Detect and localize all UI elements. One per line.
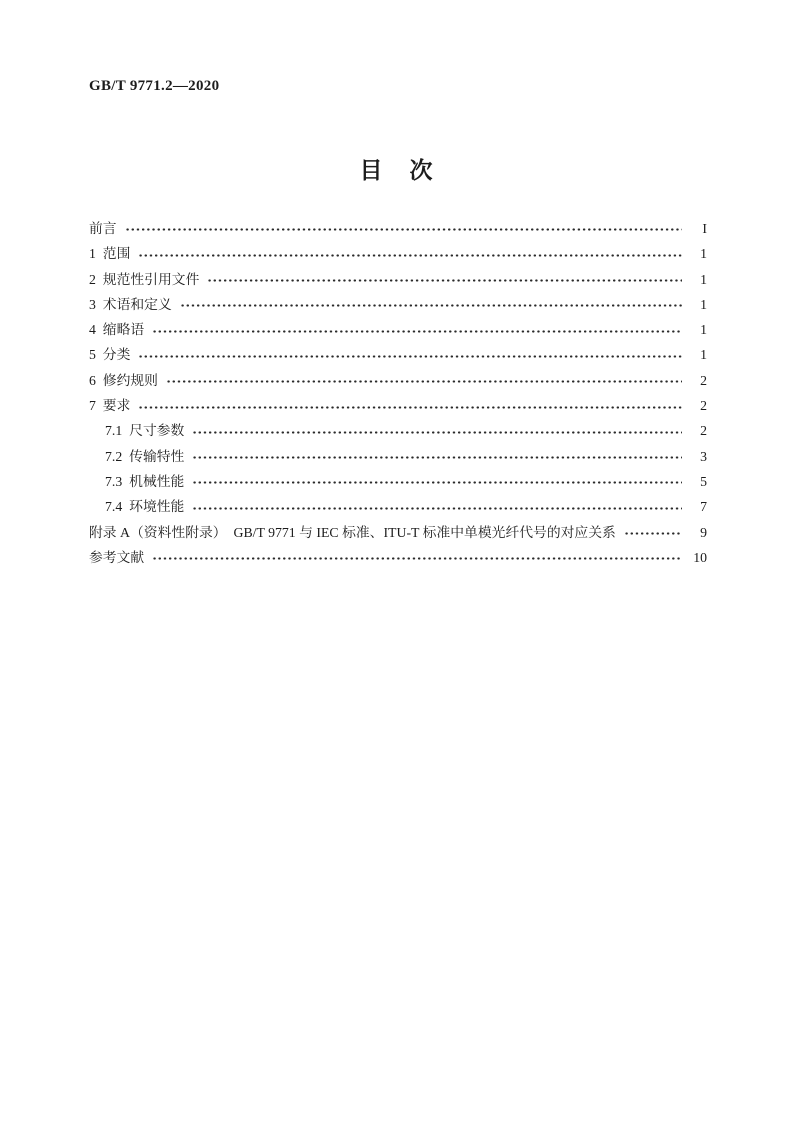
toc-entry-page: 1 xyxy=(700,246,707,262)
toc-entry-page: 1 xyxy=(700,296,707,312)
toc-entry-page: 9 xyxy=(700,524,707,540)
toc-entry-page: 1 xyxy=(700,271,707,287)
dot-leader xyxy=(138,393,682,418)
dot-leader xyxy=(192,469,682,494)
dot-leader xyxy=(125,216,682,241)
toc-entry xyxy=(89,545,707,570)
toc-entry xyxy=(89,317,707,342)
toc-entry-label: 前言 xyxy=(89,221,117,236)
dot-leader xyxy=(166,368,682,393)
dot-leader xyxy=(192,494,682,519)
dot-leader xyxy=(192,444,682,469)
toc-entry-label: 7.4 环境性能 xyxy=(105,499,185,515)
dot-leader xyxy=(138,342,682,367)
toc-entry-page: 2 xyxy=(700,423,707,439)
doc-number: GB/T 9771.2—2020 xyxy=(89,78,220,94)
toc-entry-page: 10 xyxy=(693,549,707,565)
toc-entry-label: 附录 A（资料性附录） GB/T 9771 与 IEC 标准、ITU-T 标准中单模光纤代号的对应关系 xyxy=(89,524,616,540)
dot-leader xyxy=(207,267,682,292)
dot-leader xyxy=(138,241,682,266)
toc-entry-page: 1 xyxy=(700,322,707,338)
toc-entry xyxy=(89,520,707,545)
toc-entry xyxy=(89,216,707,241)
toc-list xyxy=(89,216,707,570)
dot-leader xyxy=(152,317,682,342)
toc-entry-label: 7.2 传输特性 xyxy=(105,448,185,464)
toc-entry-page: 2 xyxy=(700,372,707,388)
toc-entry xyxy=(89,469,707,494)
toc-entry xyxy=(89,342,707,367)
toc-entry xyxy=(89,418,707,443)
dot-leader xyxy=(152,545,682,570)
toc-entry-label: 5 分类 xyxy=(89,347,131,363)
toc-entry xyxy=(89,267,707,292)
toc-entry xyxy=(89,368,707,393)
toc-entry-page: 1 xyxy=(700,347,707,363)
toc-entry xyxy=(89,444,707,469)
toc-entry xyxy=(89,393,707,418)
toc-entry-label: 6 修约规则 xyxy=(89,372,158,388)
toc-entry-page: 5 xyxy=(700,473,707,489)
toc-entry-label: 4 缩略语 xyxy=(89,322,145,338)
toc-entry-label: 3 术语和定义 xyxy=(89,296,172,312)
toc-entry-page: 7 xyxy=(700,499,707,515)
toc-entry-label: 7.1 尺寸参数 xyxy=(105,423,185,439)
dot-leader xyxy=(624,520,682,545)
toc-title: 目 次 xyxy=(359,158,435,183)
toc-entry-label: 参考文献 xyxy=(89,549,145,565)
toc-entry-label: 1 范围 xyxy=(89,246,131,262)
toc-entry xyxy=(89,241,707,266)
toc-entry xyxy=(89,292,707,317)
toc-entry-page: 3 xyxy=(700,448,707,464)
toc-entry-label: 2 规范性引用文件 xyxy=(89,271,200,287)
dot-leader xyxy=(180,292,682,317)
toc-entry-page: 2 xyxy=(700,398,707,414)
dot-leader xyxy=(192,418,682,443)
toc-entry xyxy=(89,494,707,519)
toc-entry-page: I xyxy=(702,221,707,236)
toc-entry-label: 7 要求 xyxy=(89,398,131,414)
toc-entry-label: 7.3 机械性能 xyxy=(105,473,185,489)
